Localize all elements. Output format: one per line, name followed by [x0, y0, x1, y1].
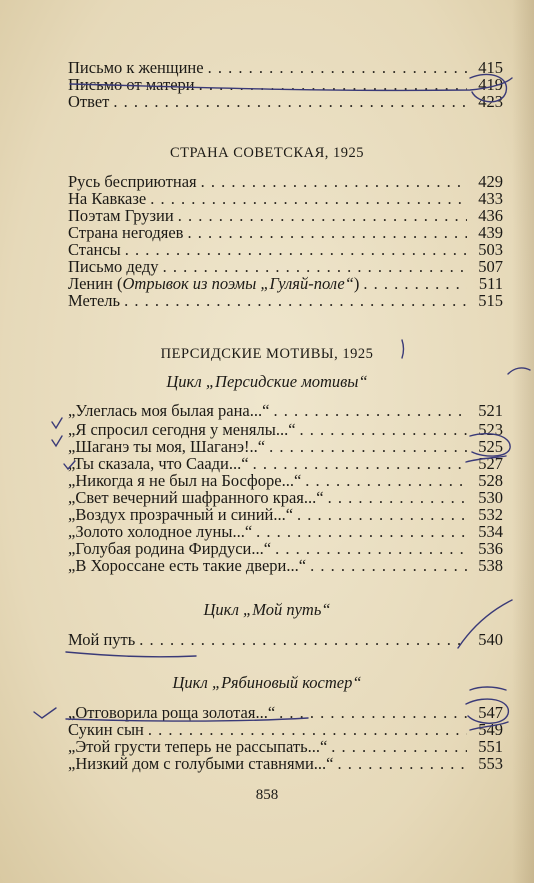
toc-title: „Воздух прозрачный и синий...“	[68, 505, 294, 524]
toc-page: 549	[478, 720, 503, 739]
toc-title: Мой путь	[68, 630, 136, 649]
section-heading: СТРАНА СОВЕТСКАЯ, 1925	[169, 145, 365, 161]
checkmark	[52, 418, 62, 428]
toc-title: „Улеглась моя былая рана...“	[68, 401, 270, 420]
toc-page: 540	[478, 630, 503, 649]
toc-title: „Я спросил сегодня у менялы...“	[68, 420, 296, 439]
toc-page: 439	[478, 223, 503, 242]
toc-page: 436	[478, 206, 503, 225]
section-heading: ПЕРСИДСКИЕ МОТИВЫ, 1925	[160, 346, 374, 362]
toc-subtitle: Отрывок из поэмы „Гуляй-поле“	[122, 274, 354, 293]
toc-title: „Низкий дом с голубыми ставнями...“	[68, 754, 334, 773]
toc-title: Ответ	[68, 92, 110, 111]
toc-page: 525	[478, 437, 503, 456]
toc-page: 503	[478, 240, 503, 259]
toc-title: Письмо деду	[68, 257, 159, 276]
toc-title: „Свет вечерний шафранного края...“	[68, 488, 324, 507]
toc-page: 515	[478, 291, 503, 310]
toc-title: Стансы	[68, 240, 121, 259]
toc-page: 538	[478, 556, 503, 575]
cycle-heading: Цикл „Мой путь“	[203, 600, 331, 619]
toc-title: Ленин (Отрывок из поэмы „Гуляй-поле“)	[68, 274, 360, 293]
toc-entry	[68, 401, 503, 421]
toc-title: Страна негодяев	[68, 223, 184, 242]
checkmark	[34, 708, 56, 718]
checkmark	[52, 436, 62, 446]
toc-title: „В Хороссане есть такие двери...“	[68, 556, 307, 575]
toc-page: 532	[478, 505, 503, 524]
toc-page: 507	[478, 257, 503, 276]
toc-page: 419	[478, 75, 503, 94]
toc-title: „Никогда я не был на Босфоре...“	[68, 471, 302, 490]
toc-title: „Отговорила роща золотая...“	[68, 703, 276, 722]
toc-entry	[68, 291, 503, 311]
toc-page: 547	[478, 703, 503, 722]
toc-title: „Этой грусти теперь не рассыпать...“	[68, 737, 328, 756]
toc-page: 523	[478, 420, 503, 439]
toc-page: 511	[478, 274, 503, 293]
toc-title: „Ты сказала, что Саади...“	[68, 454, 249, 473]
toc-page: 521	[478, 401, 503, 420]
toc-entry	[68, 556, 503, 576]
toc-title: Поэтам Грузии	[68, 206, 174, 225]
toc-page: 433	[478, 189, 503, 208]
toc-page: 415	[478, 58, 503, 77]
toc-title: „Золото холодное луны...“	[68, 522, 253, 541]
toc-title: Метель	[68, 291, 121, 310]
toc-title: Русь бесприютная	[68, 172, 197, 191]
toc-page: 551	[478, 737, 503, 756]
page-number: 858	[255, 787, 279, 803]
cycle-heading: Цикл „Персидские мотивы“	[166, 372, 368, 391]
toc-page: 530	[478, 488, 503, 507]
toc-entry	[68, 92, 503, 112]
toc-page: 553	[478, 754, 503, 773]
toc-title: „Голубая родина Фирдуси...“	[68, 539, 272, 558]
toc-title: Сукин сын	[68, 720, 144, 739]
toc-page: 429	[478, 172, 503, 191]
page-edge-shadow	[512, 0, 534, 883]
toc-page: 536	[478, 539, 503, 558]
toc-entry	[68, 754, 503, 774]
toc-title: Письмо от матери	[68, 75, 195, 94]
toc-page: 534	[478, 522, 503, 541]
toc-title: „Шаганэ ты моя, Шаганэ!..“	[68, 437, 266, 456]
toc-entry	[68, 630, 503, 650]
toc-page: 527	[478, 454, 503, 473]
cycle-heading: Цикл „Рябиновый костер“	[172, 673, 362, 692]
toc-title: На Кавказе	[68, 189, 147, 208]
underline	[66, 652, 196, 657]
toc-title: Письмо к женщине	[68, 58, 204, 77]
toc-page: 528	[478, 471, 503, 490]
toc-page: 423	[478, 92, 503, 111]
